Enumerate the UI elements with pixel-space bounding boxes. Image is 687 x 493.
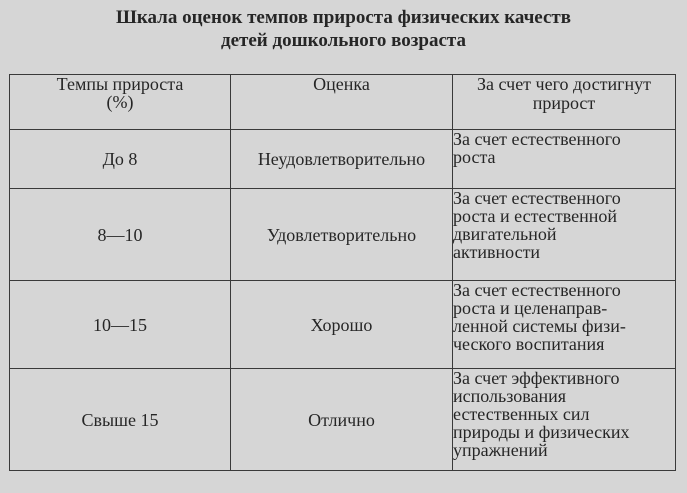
basis-line: За счет естественного [453, 129, 621, 149]
header-rate [10, 75, 231, 130]
header-grade [231, 75, 453, 130]
rate-cell: Свыше 15 [10, 369, 231, 471]
basis-line: роста и целенаправ- [453, 298, 608, 318]
grade-cell: Удовлетворительно [231, 189, 453, 281]
table-header-row [10, 75, 676, 130]
basis-line: роста и естественной [453, 206, 618, 226]
basis-line: ленной системы физи- [453, 316, 626, 336]
table-row [10, 369, 676, 471]
header-grade-text: Оценка [313, 74, 370, 94]
rate-cell: До 8 [10, 130, 231, 189]
basis-line: роста [453, 147, 496, 167]
header-rate-line-2: (%) [106, 92, 134, 112]
basis-line: За счет естественного [453, 280, 621, 300]
basis-line: использования [453, 386, 567, 406]
header-basis-line-2: прирост [532, 93, 596, 113]
basis-cell [453, 130, 676, 189]
rate-cell: 8—10 [10, 189, 231, 281]
basis-line: естественных сил [453, 404, 590, 424]
title-line-1: Шкала оценок темпов прироста физических качеств [115, 7, 572, 28]
basis-line: активности [453, 242, 541, 262]
basis-line: ческого воспитания [453, 334, 605, 354]
title-line-2: детей дошкольного возраста [221, 30, 466, 51]
header-basis [453, 75, 676, 130]
document-title [0, 6, 687, 52]
table-row [10, 189, 676, 281]
grading-scale-table [9, 74, 676, 471]
basis-line: За счет эффективного [453, 368, 620, 388]
table-row [10, 281, 676, 369]
grade-cell: Хорошо [231, 281, 453, 369]
basis-cell [453, 369, 676, 471]
grade-cell: Отлично [231, 369, 453, 471]
basis-line: За счет естественного [453, 188, 621, 208]
grade-cell: Неудовлетворительно [231, 130, 453, 189]
basis-line: двигательной [453, 224, 557, 244]
header-rate-line-1: Темпы прироста [56, 74, 184, 94]
basis-line: упражнений [453, 440, 548, 460]
basis-line: природы и физических [453, 422, 630, 442]
header-basis-line-1: За счет чего достигнут [477, 74, 651, 94]
basis-cell [453, 281, 676, 369]
table-row [10, 130, 676, 189]
basis-cell [453, 189, 676, 281]
rate-cell: 10—15 [10, 281, 231, 369]
